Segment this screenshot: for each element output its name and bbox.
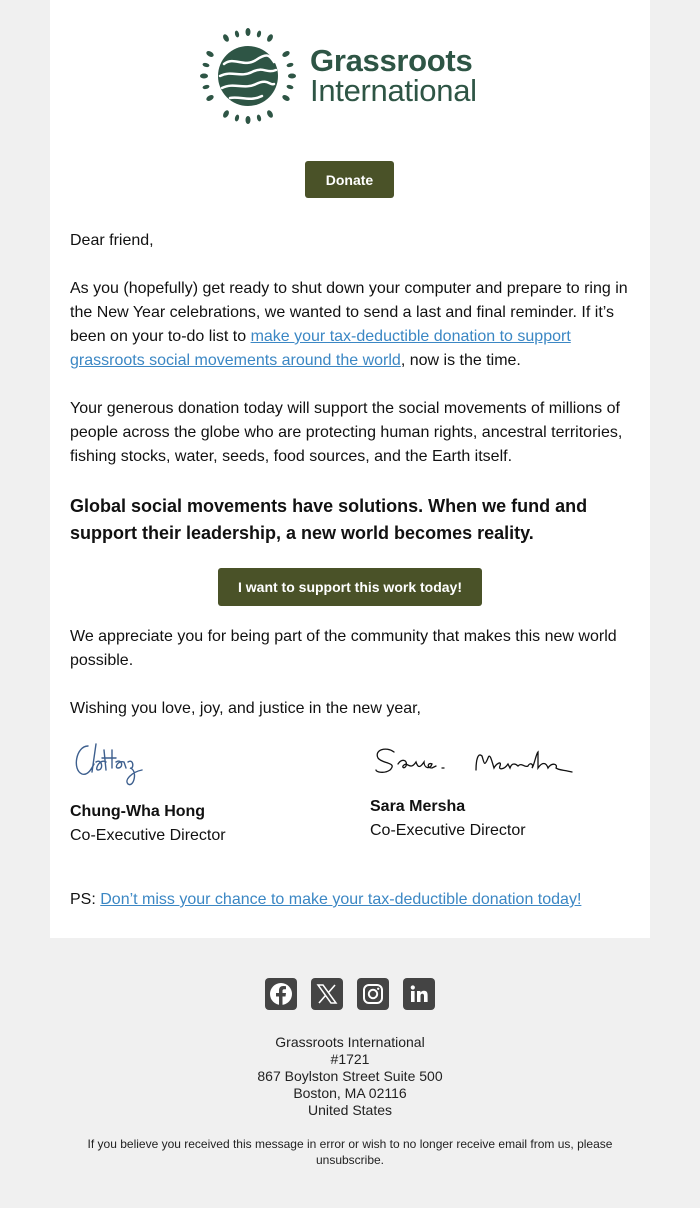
- unsubscribe-notice[interactable]: If you believe you received this message in error or wish to no longer receive email from us, please unsubscribe.: [87, 1137, 613, 1167]
- address-country: United States: [307, 1102, 393, 1118]
- headline: Global social movements have solutions. When we fund and support their leadership, a new world becomes reality.: [70, 496, 588, 543]
- ps-prefix: PS:: [70, 891, 101, 908]
- x-icon[interactable]: [311, 978, 343, 1010]
- address-org: Grassroots International: [275, 1034, 425, 1050]
- donation-link[interactable]: make your tax-deductible donation to support grassroots social movements around the world: [70, 328, 571, 369]
- brand-line-1: Grassroots: [310, 43, 473, 78]
- facebook-icon[interactable]: [265, 978, 297, 1010]
- address-street: 867 Boylston Street Suite 500: [257, 1068, 443, 1084]
- support-cta-button[interactable]: I want to support this work today!: [218, 568, 482, 606]
- paragraph-intro: [70, 277, 635, 373]
- linkedin-icon[interactable]: [403, 978, 435, 1010]
- signer-title: Co-Executive Director: [370, 822, 526, 839]
- email-card: [50, 0, 650, 938]
- closing: Wishing you love, joy, and justice in the new year,: [70, 700, 421, 717]
- signature-chung-wha-hong: [72, 740, 162, 790]
- ps-donation-link[interactable]: Don’t miss your chance to make your tax-deductible donation today!: [100, 891, 582, 908]
- signer-title: Co-Executive Director: [70, 827, 226, 844]
- paragraph-appreciation: We appreciate you for being part of the community that makes this new world possible.: [70, 628, 617, 669]
- intro-text: As you (hopefully) get ready to shut down your computer and prepare to ring in the New Year celebrations, we wanted to send a last and final reminder. If it’s been on your to-do list to: [70, 280, 628, 345]
- signer-name: Chung-Wha Hong: [70, 803, 206, 820]
- intro-text-end: , now is the time.: [400, 352, 521, 369]
- signer-1: [70, 800, 226, 848]
- address-number: #1721: [330, 1051, 370, 1067]
- instagram-icon[interactable]: [357, 978, 389, 1010]
- postscript: [70, 888, 635, 912]
- logo[interactable]: [200, 24, 500, 128]
- globe-hands-icon: [200, 26, 296, 126]
- greeting: Dear friend,: [70, 232, 154, 249]
- mailing-address: [0, 1034, 700, 1119]
- paragraph-impact: Your generous donation today will support the social movements of millions of people across the globe who are protecting human rights, ancestral territories, fishing stocks, water, seeds, food sources, and the Earth itself.: [70, 400, 623, 465]
- donate-button[interactable]: Donate: [305, 161, 394, 198]
- address-city: Boston, MA 02116: [293, 1085, 407, 1101]
- signer-2: [370, 795, 526, 843]
- signer-name: Sara Mersha: [370, 798, 466, 815]
- social-links: [265, 978, 435, 1010]
- brand-name: [310, 43, 477, 108]
- signature-sara-mersha: [372, 742, 582, 782]
- brand-line-2: International: [310, 73, 477, 108]
